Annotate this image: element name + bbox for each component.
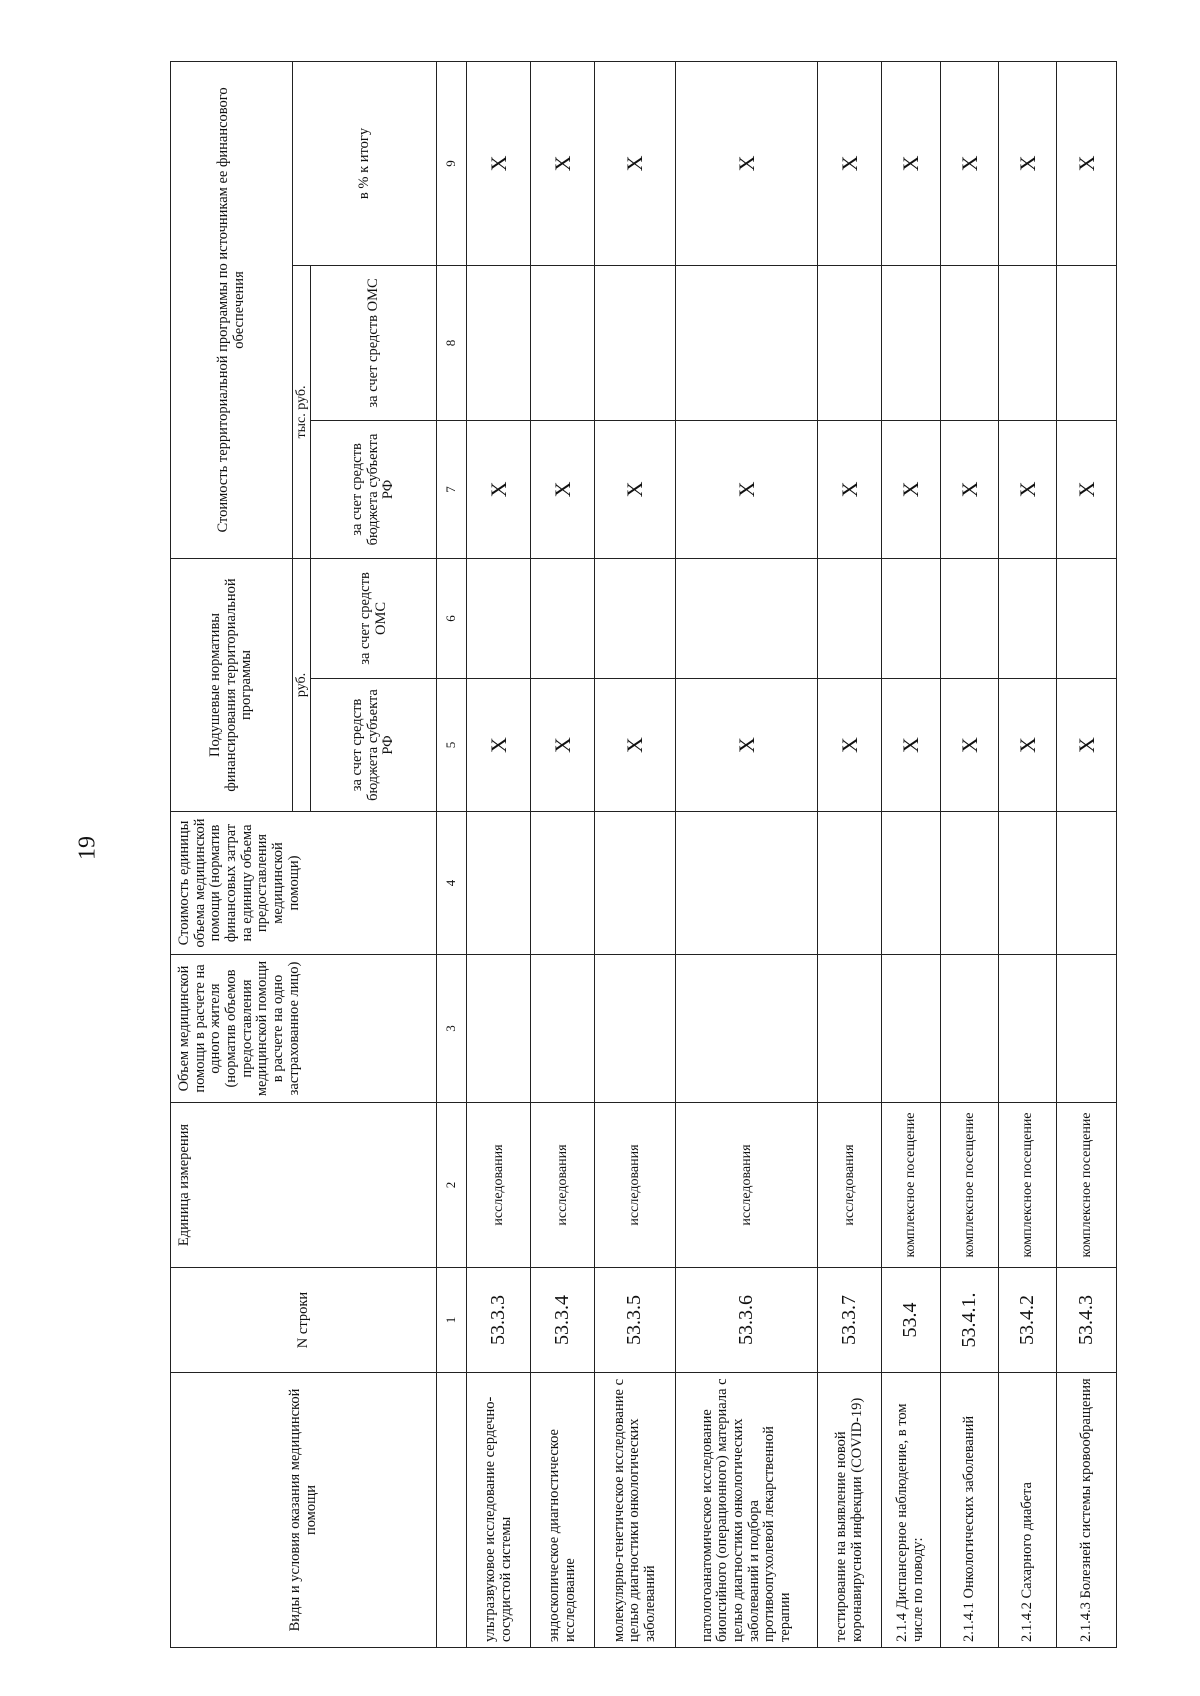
column-number <box>437 1373 467 1648</box>
header-thousand-rub: тыс. руб. <box>293 265 311 558</box>
row-volume <box>882 955 941 1103</box>
table-row <box>595 61 676 1647</box>
column-number: 5 <box>437 679 467 812</box>
table-row <box>467 61 531 1647</box>
row-budget-standard: X <box>676 679 818 812</box>
header-unit: Единица измерения <box>171 1103 437 1268</box>
row-oms-standard <box>882 558 941 678</box>
row-code: 53.3.4 <box>531 1268 595 1373</box>
row-oms-cost <box>595 265 676 420</box>
row-budget-standard: X <box>882 679 941 812</box>
row-budget-standard: X <box>1057 679 1117 812</box>
row-percent: X <box>999 61 1057 265</box>
row-budget-standard: X <box>999 679 1057 812</box>
column-number: 4 <box>437 812 467 955</box>
row-budget-cost: X <box>882 420 941 558</box>
row-code: 53.4.3 <box>1057 1268 1117 1373</box>
row-unit: исследования <box>818 1103 882 1268</box>
row-budget-cost: X <box>941 420 999 558</box>
header-unit-cost: Стоимость единицы объема медицинской помощи (норматив финансовых затрат на единицу объема предоставления медицинской помощи) <box>171 812 437 955</box>
table-row <box>676 61 818 1647</box>
row-budget-standard: X <box>595 679 676 812</box>
row-unit-cost <box>999 812 1057 955</box>
row-volume <box>818 955 882 1103</box>
header-percent-of-total: в % к итогу <box>293 61 437 265</box>
table-row <box>818 61 882 1647</box>
header-program-cost: Стоимость территориальной программы по источникам ее финансового обеспечения <box>171 61 293 558</box>
row-unit: исследования <box>531 1103 595 1268</box>
row-code: 53.4 <box>882 1268 941 1373</box>
table-row <box>531 61 595 1647</box>
row-oms-standard <box>1057 558 1117 678</box>
row-unit-cost <box>531 812 595 955</box>
row-budget-cost: X <box>999 420 1057 558</box>
row-label: 2.1.4.1 Онкологических заболеваний <box>941 1373 999 1648</box>
row-label: 2.1.4.2 Сахарного диабета <box>999 1373 1057 1648</box>
row-code: 53.3.5 <box>595 1268 676 1373</box>
row-unit-cost <box>676 812 818 955</box>
row-percent: X <box>531 61 595 265</box>
header-budget-rf: за счет средств бюджета субъекта РФ <box>311 679 437 812</box>
row-unit: комплексное посещение <box>999 1103 1057 1268</box>
row-unit-cost <box>941 812 999 955</box>
row-oms-cost <box>1057 265 1117 420</box>
row-label: ультразвуковое исследование сердечно-сосудистой системы <box>467 1373 531 1648</box>
row-oms-cost <box>531 265 595 420</box>
row-oms-cost <box>999 265 1057 420</box>
row-budget-standard: X <box>531 679 595 812</box>
row-percent: X <box>595 61 676 265</box>
row-percent: X <box>818 61 882 265</box>
header-oms-cost: за счет средств ОМС <box>311 265 437 420</box>
row-budget-cost: X <box>467 420 531 558</box>
header-row-number: N строки <box>171 1268 437 1373</box>
row-oms-cost <box>467 265 531 420</box>
page-number: 19 <box>74 836 101 860</box>
row-unit-cost <box>818 812 882 955</box>
row-volume <box>467 955 531 1103</box>
row-budget-cost: X <box>676 420 818 558</box>
row-oms-standard <box>595 558 676 678</box>
row-unit: комплексное посещение <box>882 1103 941 1268</box>
row-volume <box>531 955 595 1103</box>
row-label: 2.1.4 Диспансерное наблюдение, в том числе по поводу: <box>882 1373 941 1648</box>
row-oms-standard <box>531 558 595 678</box>
row-label: молекулярно-генетическое исследование с целью диагностики онкологических заболеваний <box>595 1373 676 1648</box>
row-code: 53.3.3 <box>467 1268 531 1373</box>
column-number: 3 <box>437 955 467 1103</box>
row-oms-standard <box>941 558 999 678</box>
financing-table <box>170 61 1117 1648</box>
row-oms-standard <box>818 558 882 678</box>
table-row <box>882 61 941 1647</box>
row-budget-standard: X <box>941 679 999 812</box>
row-oms-standard <box>676 558 818 678</box>
row-unit-cost <box>595 812 676 955</box>
row-budget-cost: X <box>1057 420 1117 558</box>
row-oms-cost <box>882 265 941 420</box>
column-number: 6 <box>437 558 467 678</box>
header-volume-per-capita: Объем медицинской помощи в расчете на одного жителя (норматив объемов предоставления медицинской помощи в расчете на одно застрахованное лицо) <box>171 955 437 1103</box>
row-label: эндоскопическое диагностическое исследование <box>531 1373 595 1648</box>
row-budget-standard: X <box>818 679 882 812</box>
header-per-capita-standards: Подушевые нормативы финансирования территориальной программы <box>171 558 293 811</box>
column-number: 1 <box>437 1268 467 1373</box>
column-number: 7 <box>437 420 467 558</box>
row-code: 53.4.1. <box>941 1268 999 1373</box>
row-unit-cost <box>467 812 531 955</box>
row-volume <box>595 955 676 1103</box>
column-number: 2 <box>437 1103 467 1268</box>
row-unit: комплексное посещение <box>1057 1103 1117 1268</box>
header-oms: за счет средств ОМС <box>311 558 437 678</box>
row-budget-cost: X <box>595 420 676 558</box>
header-budget-rf-cost: за счет средств бюджета субъекта РФ <box>311 420 437 558</box>
row-oms-cost <box>676 265 818 420</box>
row-oms-cost <box>941 265 999 420</box>
row-unit-cost <box>1057 812 1117 955</box>
row-unit: комплексное посещение <box>941 1103 999 1268</box>
row-unit-cost <box>882 812 941 955</box>
row-percent: X <box>676 61 818 265</box>
rotated-table-container <box>170 62 1099 1648</box>
row-label: 2.1.4.3 Болезней системы кровообращения <box>1057 1373 1117 1648</box>
row-percent: X <box>1057 61 1117 265</box>
table-row <box>1057 61 1117 1647</box>
row-oms-standard <box>467 558 531 678</box>
row-budget-cost: X <box>818 420 882 558</box>
row-percent: X <box>882 61 941 265</box>
row-unit: исследования <box>595 1103 676 1268</box>
column-number: 9 <box>437 61 467 265</box>
row-volume <box>1057 955 1117 1103</box>
row-volume <box>941 955 999 1103</box>
column-number: 8 <box>437 265 467 420</box>
row-unit: исследования <box>676 1103 818 1268</box>
row-oms-cost <box>818 265 882 420</box>
row-percent: X <box>467 61 531 265</box>
row-code: 53.3.7 <box>818 1268 882 1373</box>
row-unit: исследования <box>467 1103 531 1268</box>
header-rub: руб. <box>293 558 311 811</box>
header-types-of-care: Виды и условия оказания медицинской помощи <box>171 1373 437 1648</box>
row-volume <box>999 955 1057 1103</box>
table-row <box>999 61 1057 1647</box>
row-oms-standard <box>999 558 1057 678</box>
row-volume <box>676 955 818 1103</box>
row-label: патологоанатомическое исследование биопсийного (операционного) материала с целью диагностики онкологических заболеваний и подбора противоопухолевой лекарственной терапии <box>676 1373 818 1648</box>
row-code: 53.4.2 <box>999 1268 1057 1373</box>
row-percent: X <box>941 61 999 265</box>
row-budget-cost: X <box>531 420 595 558</box>
table-row <box>941 61 999 1647</box>
row-budget-standard: X <box>467 679 531 812</box>
row-code: 53.3.6 <box>676 1268 818 1373</box>
row-label: тестирование на выявление новой коронавирусной инфекции (COVID-19) <box>818 1373 882 1648</box>
